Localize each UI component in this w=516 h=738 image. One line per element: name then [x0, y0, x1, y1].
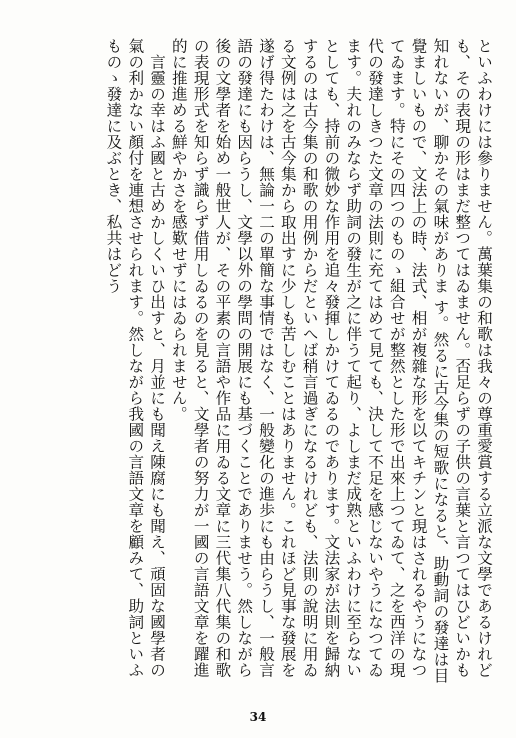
vertical-body-text [22, 38, 494, 690]
page-number: 34 [249, 710, 267, 724]
paragraph-continued: といふわけには參りません。萬葉集の和歌は我々の尊重愛賞する立派な文學であるけれども、その表現の形はまだ整つてはゐません。否足らずの子供の言葉と言つてはひどいかも知れないが、聊かその氣味がありま す。然るに古今集の短歌になると、助動詞の發達は目覺ましいもので、文法上の時、法式、相が複雜な形を以てキチンと現はされるやうになつてゐます。特にその四つのものゝ組合せが整然とした形で出來上つてゐて、之を西洋の現代の發達しきつた文章の法則に充てはめて見ても、決して不足を感じないやうになつてゐます。夫れのみならず助詞の發生が之に伴うて起り、よしまだ成熟といふわけに至らないとしても、持前の微妙な作用を追々發揮しかけてゐるのであります。文法家が法則を歸納するのは古今集の和歌の用例からだといへば稍言過ぎになるけれども、法則の說明に用ゐる文例は之を古今集から取出すに少しも苦しむことはありません。これほど見事な發展を遂げ得たわけは、無論一二の單簡な事情ではなく、一般變化の進歩にも由らうし、一般言語の發達にも因らうし、文學以外の學問の開展にも基づくことでありませう。然しながら後の文學者を始め一般世人が、その平素の言語や作品に用ゐる文章に三代集八代集の和歌の表現形式を知らず識らず借用しゐるのを見ると、文學者の努力が一國の言語文章を躍進的に推進める鮮やかさを感歎せずにはゐられません。 [169, 38, 493, 684]
paragraph-kotodama: 言靈の幸はふ國と古めかしくいひ出すと、月並にも聞え陳腐にも聞え、頑固な國學者の氣の利かない顏付を連想させられます。然しながら我國の言語文章を顧みて、助詞といふものゝ發達に及ぶとき、私共はどう [104, 38, 167, 678]
